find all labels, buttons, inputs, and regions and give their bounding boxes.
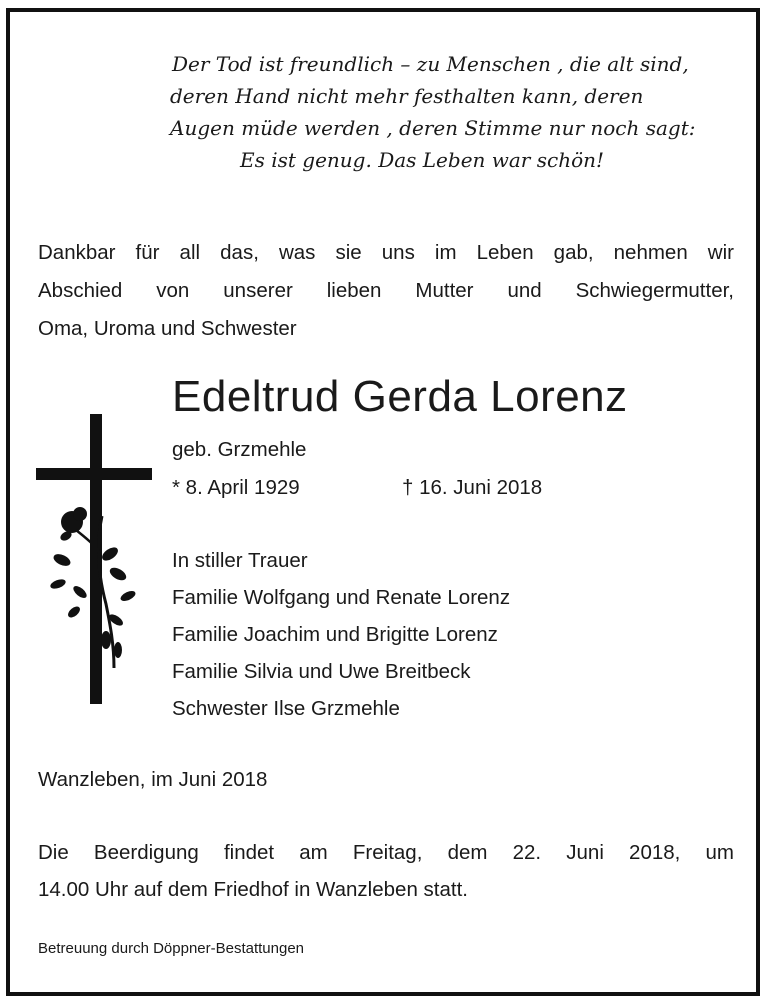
funeral-line: Die Beerdigung findet am Freitag, dem 22. Juni 2018, um <box>38 841 734 864</box>
maiden-name: geb. Grzmehle <box>172 438 307 461</box>
intro-text <box>38 234 734 348</box>
mourners <box>172 542 510 727</box>
obituary-notice <box>6 8 760 996</box>
mourner-entry: Schwester Ilse Grzmehle <box>172 697 400 720</box>
undertaker-credit: Betreuung durch Döppner-Bestattungen <box>38 940 305 957</box>
deceased-name: Edeltrud Gerda Lorenz <box>172 372 628 421</box>
mourner-entry: Familie Joachim und Brigitte Lorenz <box>172 623 498 646</box>
mourner-entry: Familie Silvia und Uwe Breitbeck <box>172 660 471 683</box>
intro-line: Dankbar für all das, was sie uns im Leben gab, nehmen wir <box>38 241 734 264</box>
intro-line: Abschied von unserer lieben Mutter und Schwiegermutter, <box>38 279 734 302</box>
intro-line: Oma, Uroma und Schwester <box>38 317 297 340</box>
place-date: Wanzleben, im Juni 2018 <box>38 768 268 791</box>
poem-line: deren Hand nicht mehr festhalten kann, deren <box>170 84 644 108</box>
cross-icon <box>36 414 156 706</box>
poem-line: Augen müde werden , deren Stimme nur noch sagt: <box>170 116 696 140</box>
birth-date: * 8. April 1929 <box>172 476 300 499</box>
death-date: † 16. Juni 2018 <box>402 476 543 499</box>
poem-line: Es ist genug. Das Leben war schön! <box>240 148 605 172</box>
funeral-info <box>38 834 734 908</box>
poem <box>160 48 720 176</box>
poem-line: Der Tod ist freundlich – zu Menschen , die alt sind, <box>172 52 689 76</box>
mourner-entry: Familie Wolfgang und Renate Lorenz <box>172 586 511 609</box>
funeral-line: 14.00 Uhr auf dem Friedhof in Wanzleben statt. <box>38 878 468 901</box>
mourners-heading: In stiller Trauer <box>172 549 308 572</box>
